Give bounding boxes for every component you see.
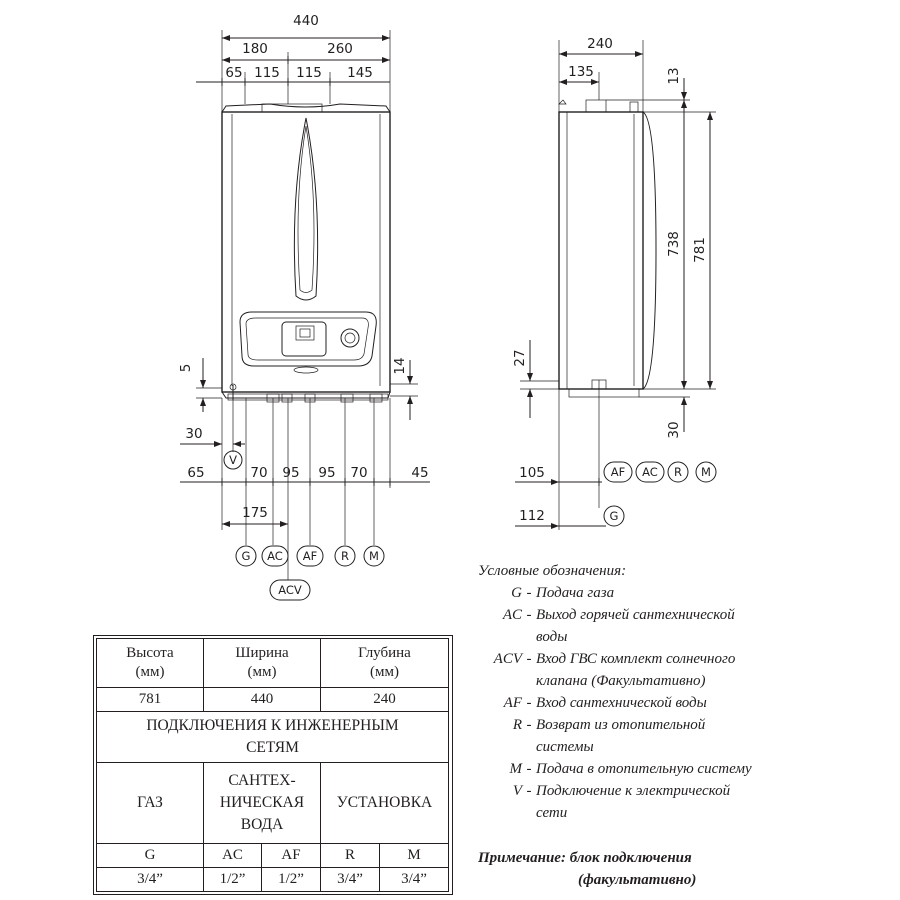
dim-front-95a: 95 — [282, 465, 300, 481]
connection-acv — [270, 580, 310, 600]
legend-item: ACV - Вход ГВС комплект солнечного клапана (Факультативно) — [470, 648, 890, 692]
legend — [470, 560, 890, 824]
connection-r — [335, 546, 355, 566]
side-view — [512, 36, 716, 530]
legend-item: AC - Выход горячей сантехнической воды — [470, 604, 890, 648]
dim-side-738: 738 — [666, 231, 682, 257]
dim-front-95b: 95 — [318, 465, 336, 481]
dim-front-175: 175 — [242, 505, 268, 521]
dim-front-65-bottom: 65 — [187, 465, 205, 481]
legend-item: AF - Вход сантехнической воды — [470, 692, 890, 714]
legend-desc: Вход сантехнической воды — [536, 695, 707, 711]
dim-side-13: 13 — [666, 67, 682, 85]
table-row — [97, 688, 449, 712]
svg-text:AF: AF — [302, 549, 318, 563]
table-sizes-row — [97, 868, 449, 892]
legend-item: G - Подача газа — [470, 582, 890, 604]
side-connection-m — [696, 462, 716, 482]
table-section-row — [97, 712, 449, 763]
side-connection-ac — [636, 462, 664, 482]
dim-front-145: 145 — [347, 65, 373, 81]
svg-text:G: G — [241, 549, 251, 563]
legend-desc: Подача газа — [536, 585, 615, 601]
table-header-row — [97, 639, 449, 688]
dim-front-70b: 70 — [350, 465, 368, 481]
svg-text:R: R — [674, 465, 682, 479]
svg-text:AC: AC — [267, 549, 283, 563]
dim-front-260: 260 — [327, 41, 353, 57]
legend-desc-cont: воды — [536, 629, 568, 645]
size-cell: 1/2” — [204, 868, 262, 892]
table-group-row — [97, 763, 449, 844]
legend-desc-cont: сети — [536, 805, 568, 821]
group-gas: ГАЗ — [97, 763, 204, 844]
note-line2: (факультативно) — [578, 872, 697, 888]
size-cell: 3/4” — [321, 868, 380, 892]
legend-desc-cont: системы — [536, 739, 594, 755]
legend-item: V - Подключение к электрической сети — [470, 780, 890, 824]
svg-text:AC: AC — [642, 465, 658, 479]
legend-code: M — [509, 761, 522, 777]
legend-code: V — [512, 783, 522, 799]
code-cell: AC — [204, 844, 262, 868]
dim-front-115a: 115 — [254, 65, 280, 81]
front-view — [178, 13, 430, 600]
group-water: САНТЕХ- НИЧЕСКАЯ ВОДА — [204, 763, 321, 844]
dim-side-depth: 240 — [587, 36, 613, 52]
size-cell: 1/2” — [262, 868, 321, 892]
code-cell: R — [321, 844, 380, 868]
dim-front-180: 180 — [242, 41, 268, 57]
legend-desc: Вход ГВС комплект солнечного — [536, 651, 736, 667]
dim-front-14: 14 — [392, 357, 408, 375]
header-depth: Глубина (мм) — [321, 639, 449, 688]
dim-front-70a: 70 — [250, 465, 268, 481]
header-height: Высота (мм) — [97, 639, 204, 688]
table-codes-row — [97, 844, 449, 868]
size-cell: 3/4” — [380, 868, 449, 892]
legend-item: M - Подача в отопительную систему — [470, 758, 890, 780]
dim-side-30: 30 — [666, 421, 682, 439]
legend-code: AF — [503, 695, 522, 711]
svg-text:AF: AF — [610, 465, 626, 479]
side-connection-g — [604, 506, 624, 526]
dim-side-27: 27 — [512, 349, 528, 367]
legend-item: R - Возврат из отопительной системы — [470, 714, 890, 758]
note-line1: Примечание: блок подключения — [478, 850, 692, 866]
code-cell: G — [97, 844, 204, 868]
connection-af — [297, 546, 323, 566]
legend-title: Условные обозначения: — [478, 563, 627, 579]
code-cell: M — [380, 844, 449, 868]
svg-text:V: V — [229, 453, 237, 467]
section-title: ПОДКЛЮЧЕНИЯ К ИНЖЕНЕРНЫМ СЕТЯМ — [97, 712, 449, 763]
dim-side-105: 105 — [519, 465, 545, 481]
boiler-side-body — [559, 112, 643, 389]
dim-front-30: 30 — [185, 426, 203, 442]
legend-desc-cont: клапана (Факультативно) — [536, 673, 706, 689]
side-connection-af — [604, 462, 632, 482]
connection-g — [236, 546, 256, 566]
dim-front-width: 440 — [293, 13, 319, 29]
dim-front-45: 45 — [411, 465, 429, 481]
connection-v — [224, 451, 242, 469]
connection-m — [364, 546, 384, 566]
svg-text:M: M — [701, 465, 711, 479]
legend-desc: Подключение к электрической — [536, 783, 731, 799]
legend-desc: Подача в отопительную систему — [536, 761, 752, 777]
svg-text:G: G — [609, 509, 619, 523]
cell-width-value: 440 — [204, 688, 321, 712]
side-connection-r — [668, 462, 688, 482]
header-width: Ширина (мм) — [204, 639, 321, 688]
legend-desc: Возврат из отопительной — [536, 717, 706, 733]
svg-text:ACV: ACV — [278, 583, 302, 597]
legend-code: ACV — [493, 651, 522, 667]
spec-table — [96, 638, 449, 892]
legend-code: G — [511, 585, 522, 601]
legend-code: AC — [502, 607, 522, 623]
legend-note — [478, 847, 778, 891]
dim-front-5: 5 — [178, 363, 194, 373]
dim-side-135: 135 — [568, 64, 594, 80]
connection-ac — [262, 546, 288, 566]
dim-side-112: 112 — [519, 508, 545, 524]
dim-front-115b: 115 — [296, 65, 322, 81]
dim-front-65-top: 65 — [225, 65, 243, 81]
svg-text:M: M — [369, 549, 379, 563]
dim-side-781: 781 — [692, 237, 708, 263]
cell-depth-value: 240 — [321, 688, 449, 712]
legend-desc: Выход горячей сантехнической — [536, 607, 735, 623]
svg-text:R: R — [341, 549, 349, 563]
legend-code: R — [512, 717, 522, 733]
code-cell: AF — [262, 844, 321, 868]
cell-height-value: 781 — [97, 688, 204, 712]
group-install: УСТАНОВКА — [321, 763, 449, 844]
size-cell: 3/4” — [97, 868, 204, 892]
